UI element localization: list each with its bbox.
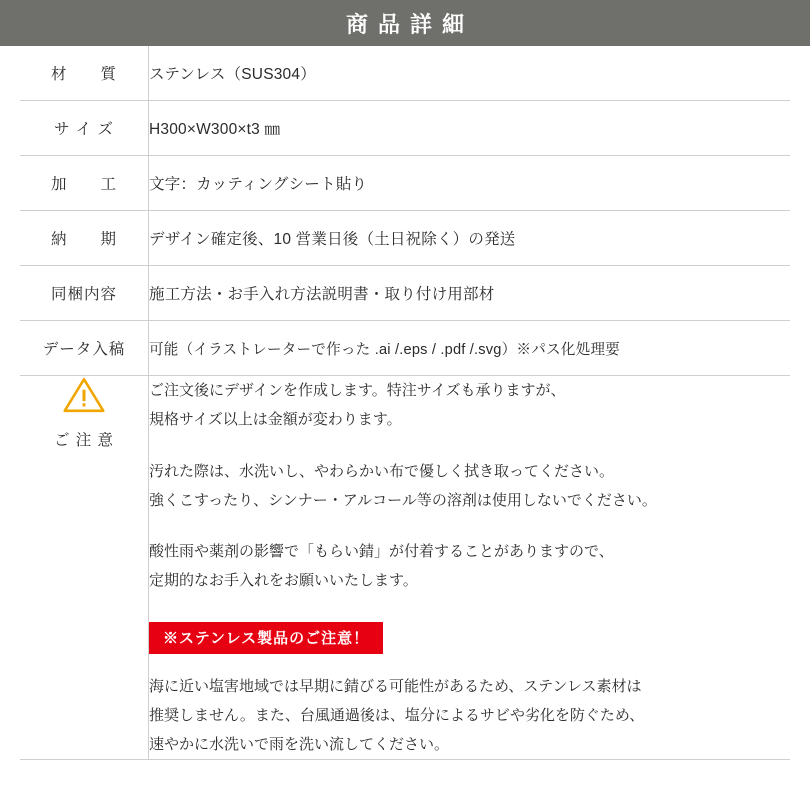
notice-line: 速やかに水洗いで雨を洗い流してください。 — [149, 736, 450, 753]
notice-paragraph — [149, 457, 790, 516]
notice-line: 規格サイズ以上は金額が変わります。 — [149, 411, 402, 429]
spec-value: デザイン確定後、10 営業日後（土日祝除く）の発送 — [149, 211, 791, 266]
spec-label: サ イ ズ — [20, 101, 149, 156]
spec-value: 施工方法・お手入れ方法説明書・取り付け用部材 — [149, 266, 791, 321]
table-row — [20, 101, 790, 156]
spec-value: 可能（イラストレーターで作った .ai /.eps / .pdf /.svg）※パス化処理要 — [149, 321, 791, 376]
notice-line: 汚れた際は、水洗いし、やわらかい布で優しく拭き取ってください。 — [149, 462, 615, 480]
table-row — [20, 46, 790, 101]
table-row — [20, 321, 790, 376]
table-row — [20, 266, 790, 321]
stainless-warning-badge: ※ステンレス製品のご注意！ — [149, 622, 383, 654]
notice-line: 推奨しません。また、台風通過後は、塩分によるサビや劣化を防ぐため、 — [149, 706, 645, 724]
spec-label: 加 工 — [20, 156, 149, 211]
warning-triangle-icon — [63, 376, 105, 414]
notice-paragraph — [149, 537, 790, 596]
notice-row — [20, 376, 790, 760]
notice-line: 海に近い塩害地域では早期に錆びる可能性があるため、ステンレス素材は — [149, 677, 642, 695]
notice-paragraph — [149, 376, 790, 435]
spec-label: 納 期 — [20, 211, 149, 266]
notice-paragraph — [149, 672, 790, 760]
spec-value: 文字：カッティングシート貼り — [149, 156, 791, 211]
notice-line: 酸性雨や薬剤の影響で「もらい錆」が付着することがありますので、 — [149, 543, 614, 560]
table-row — [20, 211, 790, 266]
spec-value: H300×W300×t3 ㎜ — [149, 101, 791, 156]
page-title: 商品詳細 — [0, 0, 810, 46]
spec-table — [20, 46, 790, 760]
notice-line: 定期的なお手入れをお願いいたします。 — [149, 572, 418, 590]
spec-label: 材 質 — [20, 46, 149, 101]
spec-value: ステンレス（SUS304） — [149, 46, 791, 101]
notice-body — [149, 376, 791, 760]
notice-label: ご 注 意 — [53, 432, 115, 449]
spec-label: 同梱内容 — [20, 266, 149, 321]
notice-label-cell — [20, 376, 149, 760]
spec-label: データ入稿 — [20, 321, 149, 376]
notice-line: ご注文後にデザインを作成します。特注サイズも承りますが、 — [149, 382, 566, 399]
notice-line: 強くこすったり、シンナー・アルコール等の溶剤は使用しないでください。 — [149, 491, 657, 509]
table-row — [20, 156, 790, 211]
